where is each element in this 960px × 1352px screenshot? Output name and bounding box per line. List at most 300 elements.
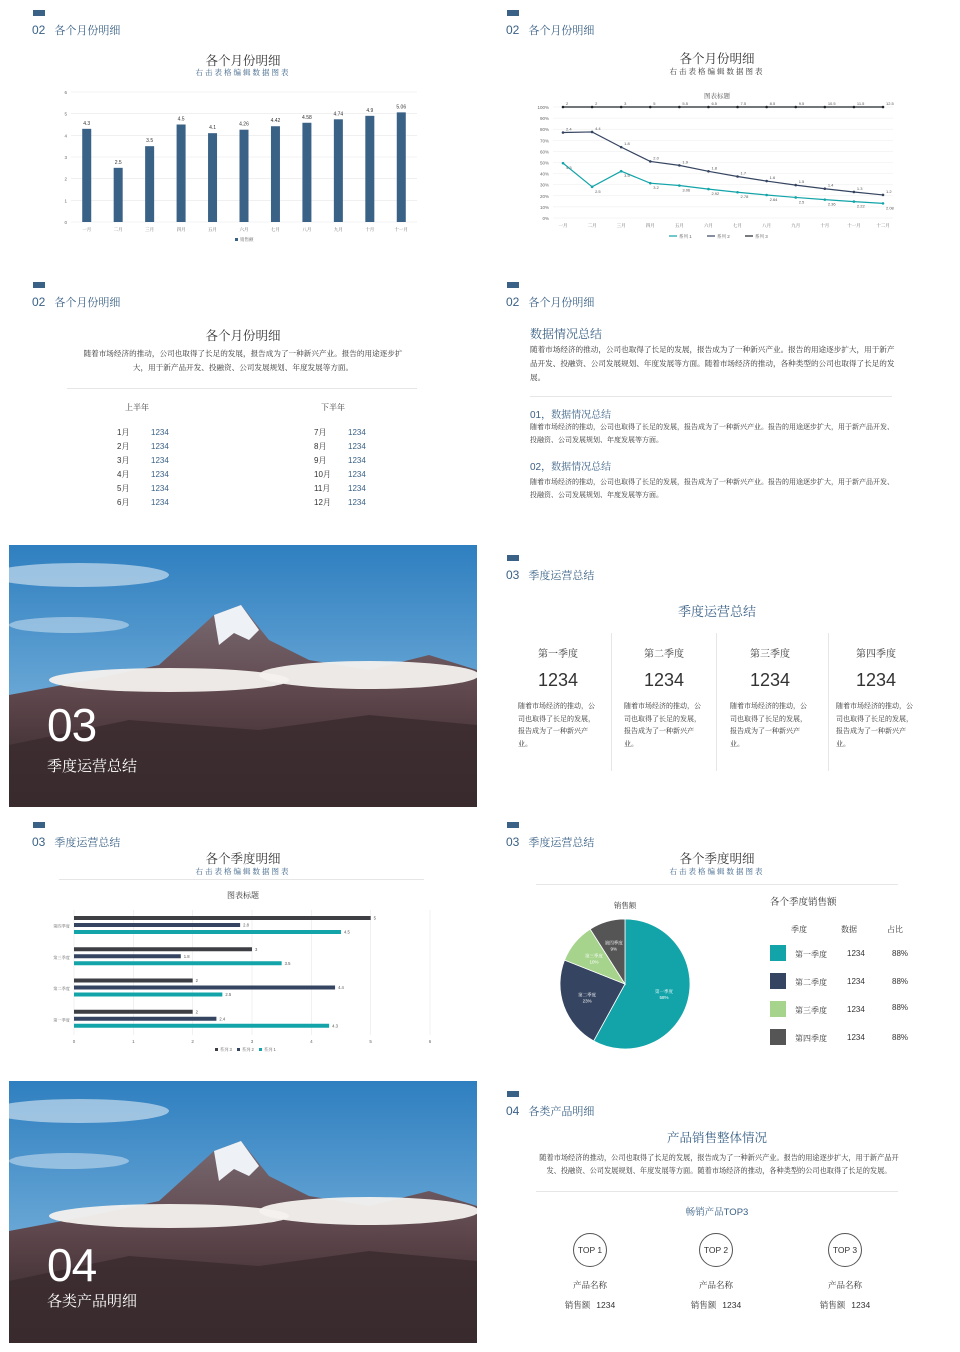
point-data-label: 12.5 xyxy=(886,101,894,106)
legend-swatch xyxy=(215,1048,218,1051)
bar xyxy=(74,1024,329,1028)
point-data-label: 9.5 xyxy=(798,101,805,106)
x-tick-label: 四月 xyxy=(176,227,186,232)
x-tick-label: 十二月 xyxy=(876,223,890,228)
month-value: 1234 xyxy=(151,498,169,507)
bar-data-label: 2.5 xyxy=(225,992,232,997)
bar-data-label: 2.4 xyxy=(219,1016,226,1022)
month-label: 2月 xyxy=(117,442,130,451)
month-value: 1234 xyxy=(348,484,366,493)
summary-paragraph: 随着市场经济的推动，公司也取得了长足的发展，报告成为了一种新兴产业。报告的用途逐步扩大，用于新产品开发、投融资、公司发展规划、年度发展等方面。随着市场经济的推动，各种类型的公司也取得了长足的发展。 xyxy=(530,345,895,382)
legend-swatch xyxy=(235,238,238,241)
legend-swatch xyxy=(770,1001,786,1017)
x-tick-label: 九月 xyxy=(333,227,343,232)
month-row xyxy=(117,454,169,468)
summary-sub2-text: 随着市场经济的推动，公司也取得了长足的发展，报告成为了一种新兴产业。报告的用途逐步扩大，用于新产品开发、投融资、公司发展规划、年度发展等方面。 xyxy=(530,479,894,499)
y-tick-label: 6 xyxy=(64,90,67,95)
slice-category-label: 第二季度 xyxy=(578,992,597,998)
series-point xyxy=(707,188,710,191)
legend-label: 销售额 xyxy=(240,237,254,242)
section-header: 02 各个月份明细 xyxy=(32,23,121,37)
point-data-label: 3.2 xyxy=(653,185,659,191)
series-point xyxy=(591,186,594,189)
bar-data-label: 5 xyxy=(373,915,377,921)
y-tick-label: 第二季度 xyxy=(53,986,70,992)
top-rank-badge: TOP 3 xyxy=(828,1233,862,1267)
section-number: 04 xyxy=(47,1239,97,1291)
table-header: 季度 xyxy=(791,925,807,934)
bar xyxy=(82,129,91,222)
month-value: 1234 xyxy=(151,470,169,479)
slide-title: 季度运营总结 xyxy=(677,604,756,619)
pie-table-title: 各个季度销售额 xyxy=(770,897,837,908)
legend-swatch xyxy=(237,1048,240,1051)
series-point xyxy=(765,106,768,109)
point-data-label: 2.36 xyxy=(827,201,836,207)
monthly-bar-chart xyxy=(9,0,477,262)
pie-legend-table xyxy=(768,922,948,1062)
bar-data-label: 2.5 xyxy=(114,159,122,166)
month-row xyxy=(117,468,169,482)
series-point xyxy=(824,106,827,109)
chart-title: 图表标题 xyxy=(704,93,730,100)
y-tick-label: 第一季度 xyxy=(53,1017,70,1023)
section-number: 03 xyxy=(47,699,97,751)
slice-value-label: 9% xyxy=(610,946,618,952)
point-data-label: 3.5 xyxy=(624,173,630,179)
top3-title: 畅销产品TOP3 xyxy=(685,1207,749,1218)
point-data-label: 2.5 xyxy=(798,199,805,205)
month-value: 1234 xyxy=(151,484,169,493)
sales-label: 销售额 xyxy=(564,1300,591,1310)
bar xyxy=(74,916,371,920)
slide-monthly-bar xyxy=(9,0,477,262)
bar-data-label: 3.5 xyxy=(284,960,291,966)
bar-data-label: 4.26 xyxy=(239,121,249,128)
quarter-name: 第二季度 xyxy=(644,649,684,660)
series-point xyxy=(562,162,565,165)
month-row xyxy=(117,426,169,440)
x-tick-label: 十月 xyxy=(365,227,375,232)
slide-section-cover-04 xyxy=(9,1081,477,1343)
series-point xyxy=(562,106,565,109)
y-tick-label: 第三季度 xyxy=(53,954,70,960)
quarter-column xyxy=(612,645,716,751)
slide-subtitle: 右击表格编辑数据图表 xyxy=(669,867,765,876)
month-value: 1234 xyxy=(151,456,169,465)
sales-value: 1234 xyxy=(851,1300,871,1310)
series-line xyxy=(563,132,883,195)
slide-title: 产品销售整体情况 xyxy=(666,1131,767,1145)
y-tick-label: 10% xyxy=(539,204,549,210)
series-point xyxy=(620,106,623,109)
section-header: 03 季度运营总结 xyxy=(32,835,121,849)
product-name: 产品名称 xyxy=(698,1280,733,1290)
section-marker xyxy=(507,555,519,561)
legend-label: 系列 1 xyxy=(679,234,692,239)
slice-value-label: 58% xyxy=(659,995,669,1001)
x-tick-label: 八月 xyxy=(762,223,772,228)
product-name: 产品名称 xyxy=(827,1280,862,1290)
month-row xyxy=(117,482,169,496)
slide-quarterly-pie xyxy=(483,812,951,1074)
x-tick-label: 六月 xyxy=(703,223,713,228)
section-title: 季度运营总结 xyxy=(47,758,138,775)
y-tick-label: 4 xyxy=(64,133,67,139)
slice-category-label: 第四季度 xyxy=(604,940,623,946)
quarterly-bar-chart xyxy=(9,812,477,1074)
legend-swatch xyxy=(259,1048,262,1051)
point-data-label: 3 xyxy=(624,101,627,106)
y-tick-label: 2 xyxy=(64,176,67,182)
quarter-value: 1234 xyxy=(855,670,897,690)
point-data-label: 2.0 xyxy=(653,155,659,161)
x-tick-label: 5 xyxy=(369,1039,372,1044)
y-tick-label: 80% xyxy=(539,127,549,133)
month-value: 1234 xyxy=(151,442,169,451)
series-point xyxy=(794,196,797,199)
y-tick-label: 100% xyxy=(537,105,549,110)
chart-title: 图表标题 xyxy=(227,891,259,900)
slide-quarterly-bar xyxy=(9,812,477,1074)
month-row xyxy=(117,440,169,454)
quarter-column xyxy=(824,645,928,751)
bar xyxy=(74,923,240,927)
section-marker xyxy=(33,282,45,288)
x-tick-label: 三月 xyxy=(145,227,155,232)
bar xyxy=(208,133,217,222)
legend-swatch xyxy=(770,973,786,989)
bar-data-label: 5.06 xyxy=(396,104,407,111)
month-value: 1234 xyxy=(348,498,366,507)
x-tick-label: 六月 xyxy=(239,227,249,232)
divider xyxy=(530,396,892,397)
slide-quarterly-summary xyxy=(483,545,951,807)
point-data-label: 1.6 xyxy=(769,175,776,181)
x-tick-label: 一月 xyxy=(558,223,568,228)
top-rank-badge: TOP 2 xyxy=(699,1233,733,1267)
bar xyxy=(114,168,123,222)
slide-subtitle: 右击表格编辑数据图表 xyxy=(669,67,765,76)
series-point xyxy=(882,106,885,109)
point-data-label: 1.2 xyxy=(886,188,892,194)
month-value: 1234 xyxy=(348,456,366,465)
point-data-label: 2.92 xyxy=(711,191,720,197)
bar xyxy=(74,1010,193,1014)
bar-data-label: 3.5 xyxy=(146,138,154,145)
y-tick-label: 0% xyxy=(542,216,549,221)
series-point xyxy=(562,131,565,134)
y-tick-label: 1 xyxy=(64,198,67,204)
quarter-description: 随着市场经济的推动，公司也取得了长足的发展，报告成为了一种新兴产业。 xyxy=(624,703,701,748)
pie-title: 销售额 xyxy=(613,901,637,910)
y-tick-label: 第四季度 xyxy=(53,923,70,929)
series-point xyxy=(824,187,827,190)
legend-label: 系列 2 xyxy=(717,234,730,239)
month-row xyxy=(314,496,366,510)
quarter-percent: 88% xyxy=(892,977,909,986)
second-half-label: 下半年 xyxy=(321,403,345,412)
legend-swatch xyxy=(770,1029,786,1045)
x-tick-label: 三月 xyxy=(616,223,626,228)
series-point xyxy=(649,106,652,109)
point-data-label: 2 xyxy=(595,101,598,106)
y-tick-label: 0 xyxy=(64,220,67,225)
series-point xyxy=(620,146,623,149)
section-title: 各类产品明细 xyxy=(47,1293,138,1310)
quarter-name: 第一季度 xyxy=(795,950,827,959)
sales-value: 1234 xyxy=(722,1300,742,1310)
second-half-list xyxy=(314,426,366,510)
x-tick-label: 1 xyxy=(132,1039,135,1044)
bar xyxy=(145,146,154,222)
month-label: 1月 xyxy=(117,428,130,437)
point-data-label: 1.7 xyxy=(740,170,747,176)
series-point xyxy=(736,191,739,194)
slice-value-label: 10% xyxy=(589,959,599,965)
bar-data-label: 4.74 xyxy=(333,111,344,118)
month-row xyxy=(314,468,366,482)
bar xyxy=(397,112,406,222)
bar-data-label: 2 xyxy=(195,978,199,983)
top-rank-badge: TOP 1 xyxy=(573,1233,607,1267)
point-data-label: 2 xyxy=(566,101,569,106)
section-marker xyxy=(507,282,519,288)
slide-title: 各个月份明细 xyxy=(679,52,755,66)
point-data-label: 8.5 xyxy=(769,101,776,106)
quarter-value: 1234 xyxy=(537,670,579,690)
bar-data-label: 4.3 xyxy=(332,1023,338,1029)
series-point xyxy=(707,106,710,109)
quarter-description: 随着市场经济的推动，公司也取得了长足的发展，报告成为了一种新兴产业。 xyxy=(730,703,807,748)
section-header: 03 季度运营总结 xyxy=(506,568,595,582)
series-point xyxy=(591,131,594,134)
series-point xyxy=(707,170,710,173)
x-tick-label: 一月 xyxy=(82,227,92,232)
series-point xyxy=(882,194,885,197)
x-tick-label: 2 xyxy=(191,1039,194,1044)
point-data-label: 6.5 xyxy=(711,101,718,106)
quarter-column xyxy=(718,645,822,751)
quarter-percent: 88% xyxy=(892,949,909,958)
series-point xyxy=(882,202,885,205)
quarter-percent: 88% xyxy=(892,1003,909,1012)
point-data-label: 3.06 xyxy=(682,187,691,193)
first-half-list xyxy=(117,426,169,510)
point-data-label: 5.5 xyxy=(682,101,688,106)
quarter-name: 第三季度 xyxy=(750,649,790,660)
bar xyxy=(74,993,222,997)
month-row xyxy=(314,440,366,454)
quarter-value: 1234 xyxy=(643,670,685,690)
x-tick-label: 0 xyxy=(72,1039,76,1044)
point-data-label: 2.64 xyxy=(769,196,778,202)
bar xyxy=(240,130,249,222)
slide-title: 各个季度明细 xyxy=(679,852,755,866)
y-tick-label: 60% xyxy=(539,149,549,155)
series-point xyxy=(853,191,856,194)
divider xyxy=(536,1191,898,1192)
x-tick-label: 五月 xyxy=(208,227,218,232)
series-point xyxy=(678,164,681,167)
series-point xyxy=(620,170,623,173)
slide-subtitle: 右击表格编辑数据图表 xyxy=(195,68,291,77)
series-line xyxy=(563,163,883,203)
point-data-label: 1.9 xyxy=(682,159,688,165)
sales-label: 销售额 xyxy=(819,1300,846,1310)
bar xyxy=(74,979,193,983)
sales-value: 1234 xyxy=(596,1300,616,1310)
bar-data-label: 2.8 xyxy=(243,922,249,928)
point-data-label: 1.8 xyxy=(711,165,718,171)
month-label: 8月 xyxy=(314,442,327,451)
slice-value-label: 23% xyxy=(582,998,592,1004)
section-header: 03 季度运营总结 xyxy=(506,835,595,849)
point-data-label: 4.3 xyxy=(566,165,572,171)
sales-label: 销售额 xyxy=(690,1300,717,1310)
quarter-description: 随着市场经济的推动，公司也取得了长足的发展，报告成为了一种新兴产业。 xyxy=(836,703,913,748)
bar xyxy=(74,986,335,990)
series-point xyxy=(736,175,739,178)
month-value: 1234 xyxy=(151,428,169,437)
y-tick-label: 20% xyxy=(539,193,549,199)
slice-category-label: 第三季度 xyxy=(584,953,603,959)
x-tick-label: 七月 xyxy=(733,223,743,228)
x-tick-label: 五月 xyxy=(674,223,684,228)
month-label: 3月 xyxy=(117,456,130,465)
bar-data-label: 4.3 xyxy=(83,120,91,127)
quarter-name: 第四季度 xyxy=(856,649,896,660)
slide-title: 各个月份明细 xyxy=(205,54,281,68)
legend-label: 系列 1 xyxy=(264,1047,276,1052)
divider xyxy=(611,633,612,771)
bar xyxy=(74,947,252,951)
x-tick-label: 七月 xyxy=(270,227,280,232)
product-sales xyxy=(540,1299,640,1311)
month-row xyxy=(314,426,366,440)
x-tick-label: 十一月 xyxy=(394,227,409,232)
quarter-name: 第四季度 xyxy=(795,1034,827,1043)
section-marker xyxy=(507,1091,519,1097)
summary-sub1-title: 01，数据情况总结 xyxy=(530,410,612,421)
series-point xyxy=(794,184,797,187)
y-tick-label: 50% xyxy=(539,160,549,166)
quarter-value: 1234 xyxy=(847,949,865,958)
series-point xyxy=(736,106,739,109)
table-header: 数据 xyxy=(841,925,857,934)
product-name: 产品名称 xyxy=(572,1280,607,1290)
series-point xyxy=(591,106,594,109)
series-point xyxy=(678,106,681,109)
summary-heading: 数据情况总结 xyxy=(530,327,603,341)
product-sales xyxy=(795,1299,895,1311)
quarter-description: 随着市场经济的推动，公司也取得了长足的发展，报告成为了一种新兴产业。 xyxy=(518,703,595,748)
divider xyxy=(828,633,829,771)
slide-description: 随着市场经济的推动，公司也取得了长足的发展，报告成为了一种新兴产业。报告的用途逐步扩大，用于新产品开发、投融资、公司发展规划、年度发展等方面。 xyxy=(83,349,403,372)
section-header: 02 各个月份明细 xyxy=(506,23,595,37)
series-point xyxy=(853,200,856,203)
divider xyxy=(716,633,717,771)
bar xyxy=(74,961,282,965)
quarter-column xyxy=(506,645,610,751)
point-data-label: 1.4 xyxy=(827,182,834,188)
month-label: 6月 xyxy=(117,498,130,507)
bar-data-label: 4.4 xyxy=(338,985,344,990)
slide-product-top3 xyxy=(483,1081,951,1343)
series-point xyxy=(824,198,827,201)
point-data-label: 2.22 xyxy=(856,203,865,209)
y-tick-label: 70% xyxy=(539,138,549,144)
section-header: 02 各个月份明细 xyxy=(32,295,121,309)
point-data-label: 11.5 xyxy=(856,101,865,106)
y-tick-label: 5 xyxy=(64,111,67,117)
x-tick-label: 十月 xyxy=(820,223,830,228)
quarter-name: 第二季度 xyxy=(795,978,827,987)
series-point xyxy=(765,180,768,183)
x-tick-label: 3 xyxy=(250,1039,254,1044)
table-header: 占比 xyxy=(887,925,903,934)
point-data-label: 10.5 xyxy=(827,101,836,106)
x-tick-label: 二月 xyxy=(113,227,123,232)
divider xyxy=(67,388,417,389)
bar xyxy=(74,1017,216,1021)
x-tick-label: 八月 xyxy=(302,227,312,232)
bar-data-label: 4.5 xyxy=(344,929,350,935)
bar-data-label: 1.8 xyxy=(183,953,190,959)
slide-subtitle: 右击表格编辑数据图表 xyxy=(195,867,291,876)
bar xyxy=(365,116,374,222)
quarter-value: 1234 xyxy=(847,977,865,986)
month-value: 1234 xyxy=(348,442,366,451)
slide-title: 各个季度明细 xyxy=(205,852,281,866)
slide-monthly-table xyxy=(9,272,477,534)
month-row xyxy=(314,454,366,468)
point-data-label: 2.08 xyxy=(886,205,894,211)
month-label: 10月 xyxy=(314,470,331,479)
bar xyxy=(74,930,341,934)
slice-category-label: 第一季度 xyxy=(655,989,674,995)
product-sales xyxy=(666,1299,766,1311)
month-label: 9月 xyxy=(314,456,327,465)
monthly-line-chart xyxy=(483,0,951,262)
y-tick-label: 30% xyxy=(539,182,549,188)
section-header: 02 各个月份明细 xyxy=(506,295,595,309)
month-label: 4月 xyxy=(117,470,130,479)
legend-label: 系列 2 xyxy=(242,1047,254,1052)
section-header: 04 各类产品明细 xyxy=(506,1104,595,1118)
quarter-value: 1234 xyxy=(749,670,791,690)
point-data-label: 1.8 xyxy=(624,141,630,147)
quarter-name: 第三季度 xyxy=(795,1006,827,1015)
point-data-label: 2.4 xyxy=(566,126,572,132)
slide-data-summary xyxy=(483,272,951,534)
point-data-label: 5 xyxy=(653,101,656,106)
point-data-label: 2.5 xyxy=(595,188,601,194)
first-half-label: 上半年 xyxy=(125,403,149,412)
y-tick-label: 90% xyxy=(539,116,549,122)
series-point xyxy=(765,194,768,197)
month-label: 12月 xyxy=(314,498,331,507)
bar-data-label: 4.5 xyxy=(177,116,185,123)
y-tick-label: 40% xyxy=(539,171,549,177)
month-label: 7月 xyxy=(314,428,327,437)
bar xyxy=(334,119,343,222)
series-point xyxy=(649,160,652,163)
bar-data-label: 2 xyxy=(195,1009,199,1015)
quarter-percent: 88% xyxy=(892,1033,909,1042)
x-tick-label: 九月 xyxy=(791,223,801,228)
bar xyxy=(302,123,311,222)
